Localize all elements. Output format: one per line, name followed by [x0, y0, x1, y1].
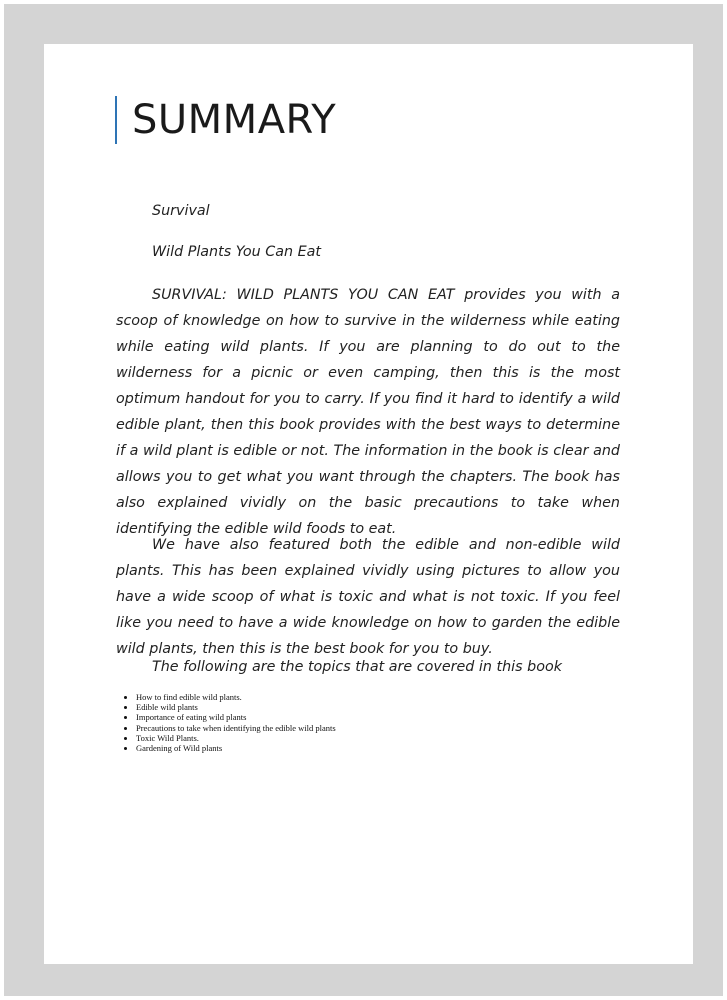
topics-intro: The following are the topics that are covered in this book [152, 659, 562, 675]
subtitle-survival [116, 201, 620, 221]
document-page [44, 44, 693, 964]
summary-paragraph-1: SURVIVAL: WILD PLANTS YOU CAN EAT provides you with a scoop of knowledge on how to survive in the wilderness while eating while eating wild plants. If you are planning to do out to the wilderness for a picnic or even camping, then this is the most optimum handout for you to carry. If you find it hard to identify a wild edible plant, then this book provides with the best ways to determine if a wild plant is edible or not. The information in the book is clear and allows you to get what you want through the chapters. The book has also explained vividly on the basic precautions to take when identifying the edible wild foods to eat. [116, 287, 620, 537]
document-viewer-background [4, 4, 723, 996]
topic-list [116, 692, 336, 753]
subtitle-text: Wild Plants You Can Eat [152, 244, 321, 260]
list-item: • Precautions to take when identifying the edible wild plants [136, 723, 336, 733]
list-item: • How to find edible wild plants. [136, 692, 336, 702]
list-item: • Gardening of Wild plants [136, 743, 336, 753]
heading-accent-bar [115, 96, 117, 144]
subtitle-text: Survival [152, 203, 210, 219]
summary-paragraph-2: We have also featured both the edible and non-edible wild plants. This has been explained vividly using pictures to allow you have a wide scoop of what is toxic and what is not toxic. If you feel like you need to have a wide knowledge on how to garden the edible wild plants, then this is the best book for you to buy. [116, 537, 620, 657]
list-item: • Importance of eating wild plants [136, 712, 336, 722]
list-item: • Toxic Wild Plants. [136, 733, 336, 743]
list-item: • Edible wild plants [136, 702, 336, 712]
page-title: SUMMARY [132, 97, 337, 143]
subtitle-wild-plants [116, 242, 620, 262]
